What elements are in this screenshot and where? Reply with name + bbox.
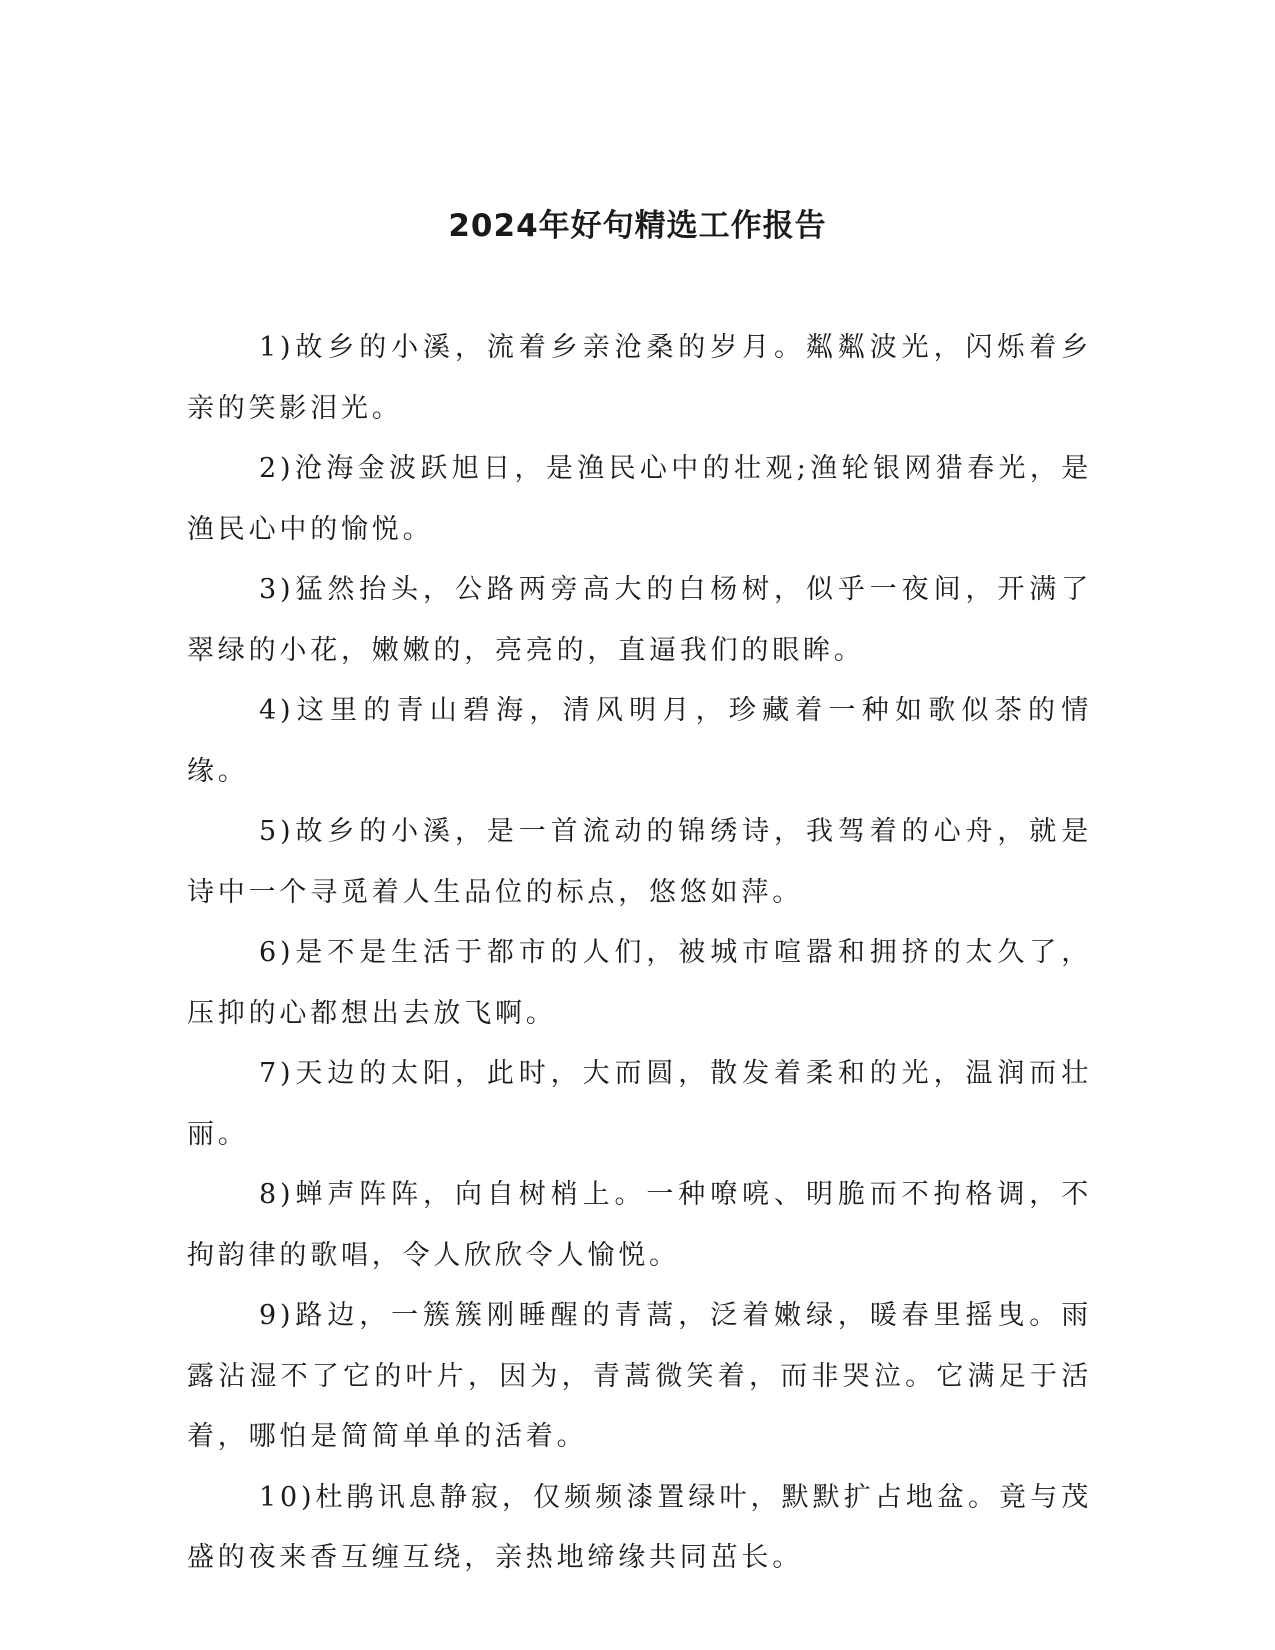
paragraph-4: 4)这里的青山碧海，清风明月，珍藏着一种如歌似茶的情缘。 (187, 695, 1092, 787)
paragraph-10: 10)杜鹃讯息静寂，仅频频漆置绿叶，默默扩占地盆。竟与茂盛的夜来香互缠互绕，亲热地缔缘共同茁长。 (187, 1481, 1092, 1573)
paragraph-2: 2)沧海金波跃旭日，是渔民心中的壮观;渔轮银网猎春光，是渔民心中的愉悦。 (187, 453, 1092, 545)
document-title: 2024年好句精选工作报告 (448, 208, 827, 244)
paragraph-5: 5)故乡的小溪，是一首流动的锦绣诗，我驾着的心舟，就是诗中一个寻觅着人生品位的标点，悠悠如萍。 (187, 816, 1092, 908)
paragraph-9: 9)路边，一簇簇刚睡醒的青蒿，泛着嫩绿，暖春里摇曳。雨露沾湿不了它的叶片，因为，青蒿微笑着，而非哭泣。它满足于活着，哪怕是简简单单的活着。 (187, 1300, 1092, 1452)
paragraph-8: 8)蝉声阵阵，向自树梢上。一种嘹喨、明脆而不拘格调，不拘韵律的歌唱，令人欣欣令人愉悦。 (187, 1179, 1092, 1271)
paragraph-3: 3)猛然抬头，公路两旁高大的白杨树，似乎一夜间，开满了翠绿的小花，嫩嫩的，亮亮的，直逼我们的眼眸。 (187, 574, 1092, 666)
paragraph-6: 6)是不是生活于都市的人们，被城市喧嚣和拥挤的太久了，压抑的心都想出去放飞啊。 (187, 937, 1092, 1029)
document-body (187, 318, 1092, 1589)
paragraph-7: 7)天边的太阳，此时，大而圆，散发着柔和的光，温润而壮丽。 (187, 1058, 1092, 1150)
paragraph-1: 1)故乡的小溪，流着乡亲沧桑的岁月。粼粼波光，闪烁着乡亲的笑影泪光。 (187, 332, 1092, 424)
